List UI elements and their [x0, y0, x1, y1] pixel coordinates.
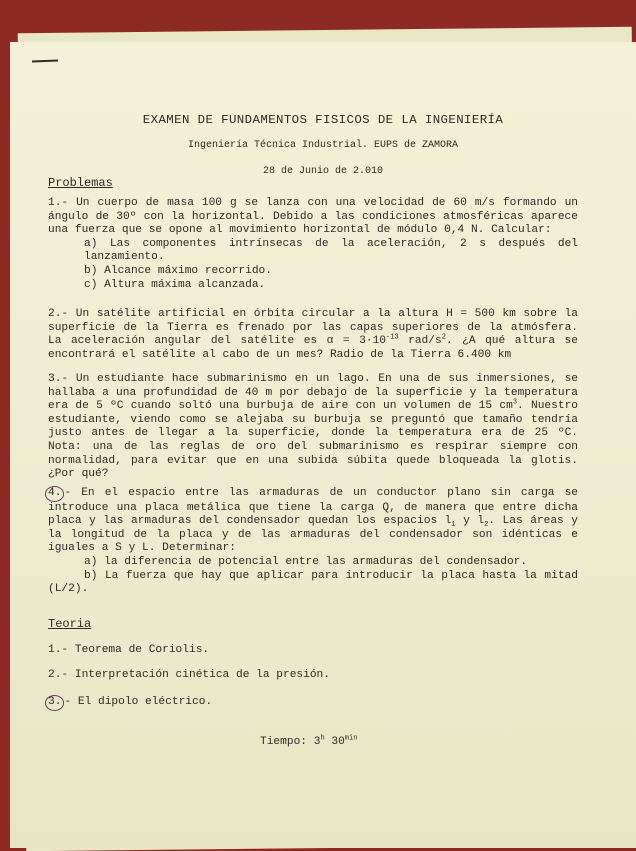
circled-number-4: 4. — [45, 486, 64, 502]
problem-1-statement: 1.- Un cuerpo de masa 100 g se lanza con una velocidad de 60 m/s formando un ángulo de 30º con la horizontal. Debido a las condiciones atmosféricas aparece una fuerza que se opone al movimiento horizontal de módulo 0,4 N. Calcular: — [48, 197, 578, 237]
problem-4-b: b) La fuerza que hay que aplicar para introducir la placa hasta la mitad (L/2). — [48, 569, 578, 596]
problem-1-b: b) Alcance máximo recorrido. — [84, 264, 272, 277]
problem-2 — [48, 308, 578, 362]
problem-1 — [48, 197, 578, 292]
theory-item-2: 2.- Interpretación cinética de la presión. — [48, 669, 330, 681]
exam-date: 28 de Junio de 2.010 — [262, 166, 384, 177]
theory-item-3: 3. - El dipolo eléctrico. — [48, 695, 578, 711]
problem-4 — [48, 486, 578, 597]
exam-title: EXAMEN DE FUNDAMENTOS FISICOS DE LA INGENIERÍA — [142, 113, 504, 127]
pen-mark — [32, 60, 58, 63]
problems-heading: Problemas — [48, 176, 113, 190]
problem-1-a: a) Las componentes intrínsecas de la aceleración, 2 s después del lanzamiento. — [84, 237, 578, 264]
problem-4-statement: 4. - En el espacio entre las armaduras de un conductor plano sin carga se introduce una placa metálica que tiene la carga Q, de manera que entre dicha placa y las armaduras del condensador quedan los espacios $l_1$ y $l_2$. Las áreas y la longitud de la placa y de las armaduras del condensador son idénticas e iguales a S y L. Determinar: — [48, 486, 578, 556]
theory-heading: Teoria — [48, 617, 92, 631]
problem-1-c: c) Altura máxima alcanzada. — [84, 278, 266, 291]
school-line: Ingeniería Técnica Industrial. EUPS de ZAMORA — [187, 140, 459, 151]
circled-number-3: 3. — [45, 695, 64, 711]
problem-3 — [48, 373, 578, 482]
theory-item-1: 1.- Teorema de Coriolis. — [48, 644, 210, 656]
problem-2-statement: 2.- Un satélite artificial en órbita circular a la altura H = 500 km sobre la superficie de la Tierra es frenado por las capas superiores de la atmósfera. La aceleración angular del satélite es $\alpha = 3\cdot 10^{-13}$ rad/$s^2$. ¿A qué altura se encontrará el satélite al cabo de un mes? Radio de la Tierra 6.400 km — [48, 308, 578, 361]
exam-time: Tiempo: 3$^h$ $30^{min}$ — [260, 734, 358, 748]
exam-sheet — [10, 42, 636, 848]
problem-3-statement: 3.- Un estudiante hace submarinismo en un lago. En una de sus inmersiones, se hallaba a una profundidad de 40 m por debajo de la superficie y la temperatura era de 5 ºC cuando soltó una burbuja de aire con un volumen de 15 $cm^3$. Nuestro estudiante, viendo como se alejaba su burbuja se preguntó que tamaño tendría justo antes de llegar a la superficie, donde la temperatura era de 25 ºC. Nota: una de las reglas de oro del submarinismo es respirar siempre con normalidad, para evitar que en una subida súbita quede bloqueada la glotis. ¿Por qué? — [48, 373, 578, 481]
problem-4-a: a) la diferencia de potencial entre las armaduras del condensador. — [84, 555, 528, 568]
